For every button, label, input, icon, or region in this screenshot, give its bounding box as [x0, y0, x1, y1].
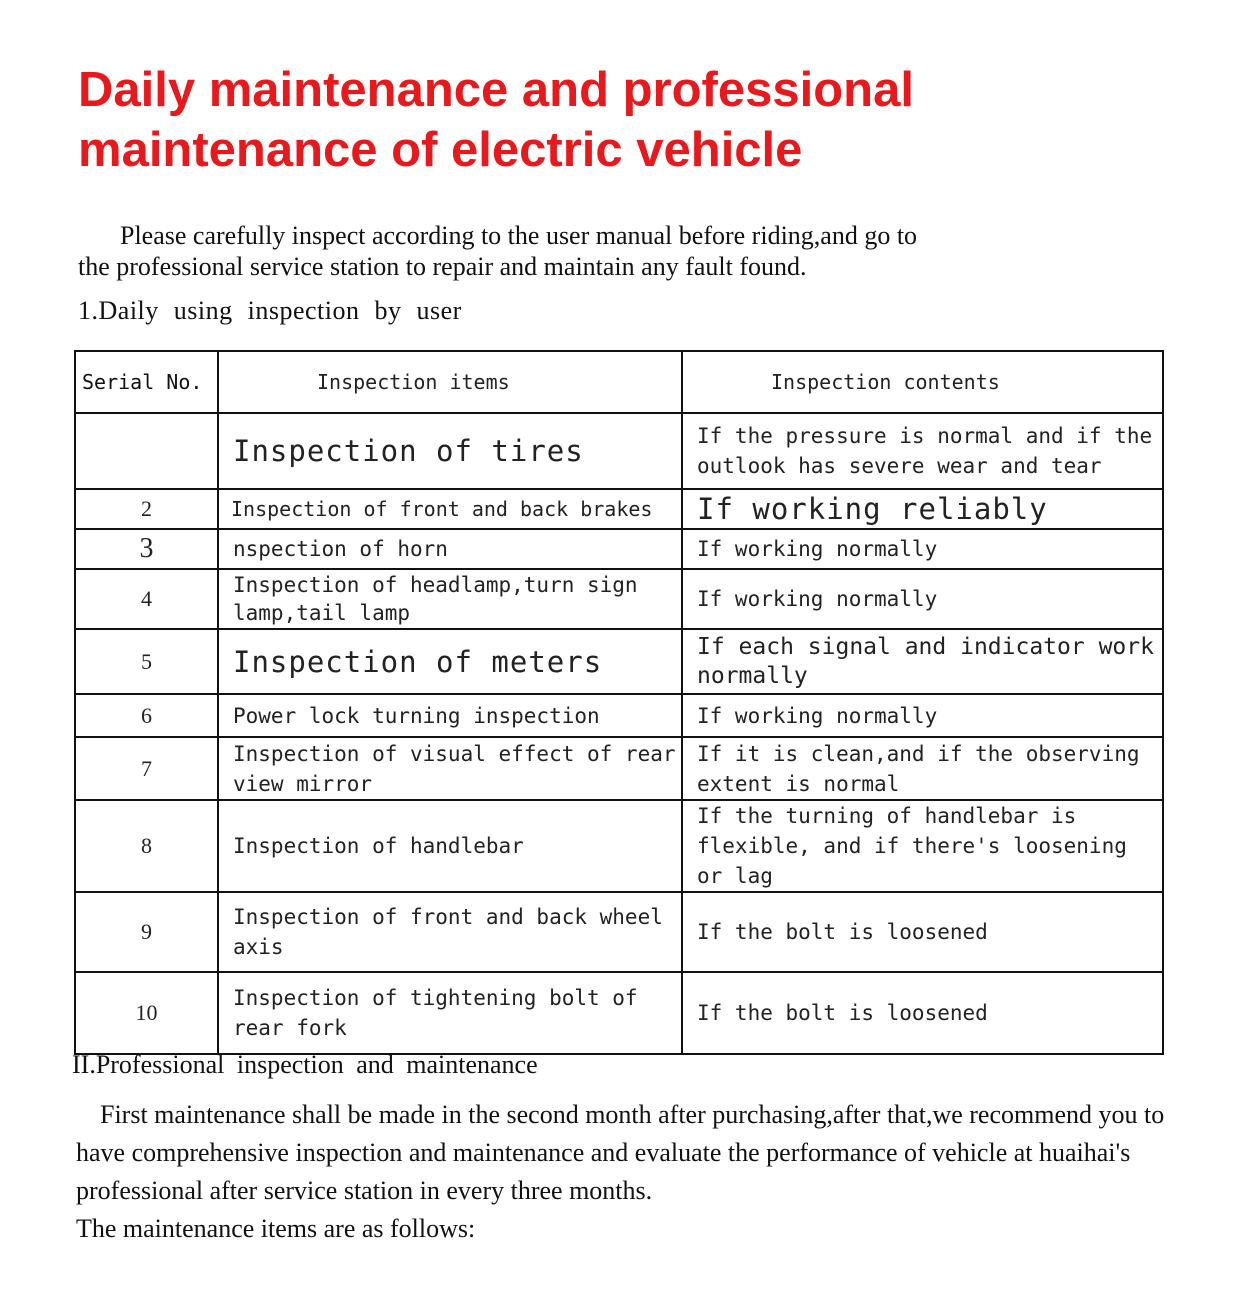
header-inspection-contents: Inspection contents — [682, 351, 1163, 413]
serial-cell: 6 — [75, 694, 218, 737]
header-inspection-items: Inspection items — [218, 351, 682, 413]
item-cell: Power lock turning inspection — [218, 694, 682, 737]
serial-cell — [75, 413, 218, 489]
serial-cell: 9 — [75, 892, 218, 972]
serial-cell: 3 — [75, 529, 218, 569]
table-row — [75, 694, 1163, 737]
intro-line-1: Please carefully inspect according to the user manual before riding,and go to — [120, 221, 918, 250]
item-cell: Inspection of visual effect of rear view mirror — [218, 737, 682, 800]
title-line-1: Daily maintenance and professional — [78, 63, 914, 117]
header-serial-no: Serial No. — [75, 351, 218, 413]
table-row — [75, 892, 1163, 972]
serial-cell: 10 — [75, 972, 218, 1054]
serial-cell: 5 — [75, 629, 218, 694]
maintenance-description: First maintenance shall be made in the second month after purchasing,after that,we recommend you to have comprehensive inspection and maintenance and evaluate the performance of vehicle at huaihai's professional after service station in every three months. — [76, 1100, 1165, 1205]
content-cell: If the bolt is loosened — [682, 972, 1163, 1054]
serial-cell: 4 — [75, 569, 218, 629]
item-cell: Inspection of front and back wheel axis — [218, 892, 682, 972]
inspection-table — [74, 350, 1164, 1055]
content-cell: If working reliably — [682, 489, 1163, 529]
content-cell: If the bolt is loosened — [682, 892, 1163, 972]
section-heading-professional-maintenance: II.Professional inspection and maintenance — [72, 1050, 538, 1079]
page-title — [78, 60, 1178, 180]
content-cell: If each signal and indicator work normally — [682, 629, 1163, 694]
title-line-2: maintenance of electric vehicle — [78, 123, 803, 177]
item-cell: Inspection of tightening bolt of rear fork — [218, 972, 682, 1054]
maintenance-items-intro: The maintenance items are as follows: — [76, 1214, 476, 1243]
table-header-row — [75, 351, 1163, 413]
table-row — [75, 489, 1163, 529]
professional-maintenance-paragraph — [76, 1096, 1176, 1248]
content-cell: If working normally — [682, 529, 1163, 569]
content-cell: If the turning of handlebar is flexible, and if there's loosening or lag — [682, 800, 1163, 892]
serial-cell: 2 — [75, 489, 218, 529]
content-cell: If it is clean,and if the observing extent is normal — [682, 737, 1163, 800]
item-cell: Inspection of handlebar — [218, 800, 682, 892]
table-row — [75, 629, 1163, 694]
intro-paragraph — [78, 220, 1178, 282]
serial-cell: 7 — [75, 737, 218, 800]
content-cell: If working normally — [682, 569, 1163, 629]
table-row — [75, 800, 1163, 892]
table-row — [75, 737, 1163, 800]
item-cell: Inspection of front and back brakes — [218, 489, 682, 529]
table-row — [75, 529, 1163, 569]
table-row — [75, 972, 1163, 1054]
table-row — [75, 569, 1163, 629]
item-cell: Inspection of meters — [218, 629, 682, 694]
item-cell: Inspection of headlamp,turn sign lamp,tail lamp — [218, 569, 682, 629]
content-cell: If the pressure is normal and if the outlook has severe wear and tear — [682, 413, 1163, 489]
serial-cell: 8 — [75, 800, 218, 892]
item-cell: Inspection of tires — [218, 413, 682, 489]
intro-line-2: the professional service station to repair and maintain any fault found. — [78, 252, 807, 281]
content-cell: If working normally — [682, 694, 1163, 737]
section-heading-daily-inspection: 1.Daily using inspection by user — [78, 296, 462, 325]
table-row — [75, 413, 1163, 489]
item-cell: nspection of horn — [218, 529, 682, 569]
